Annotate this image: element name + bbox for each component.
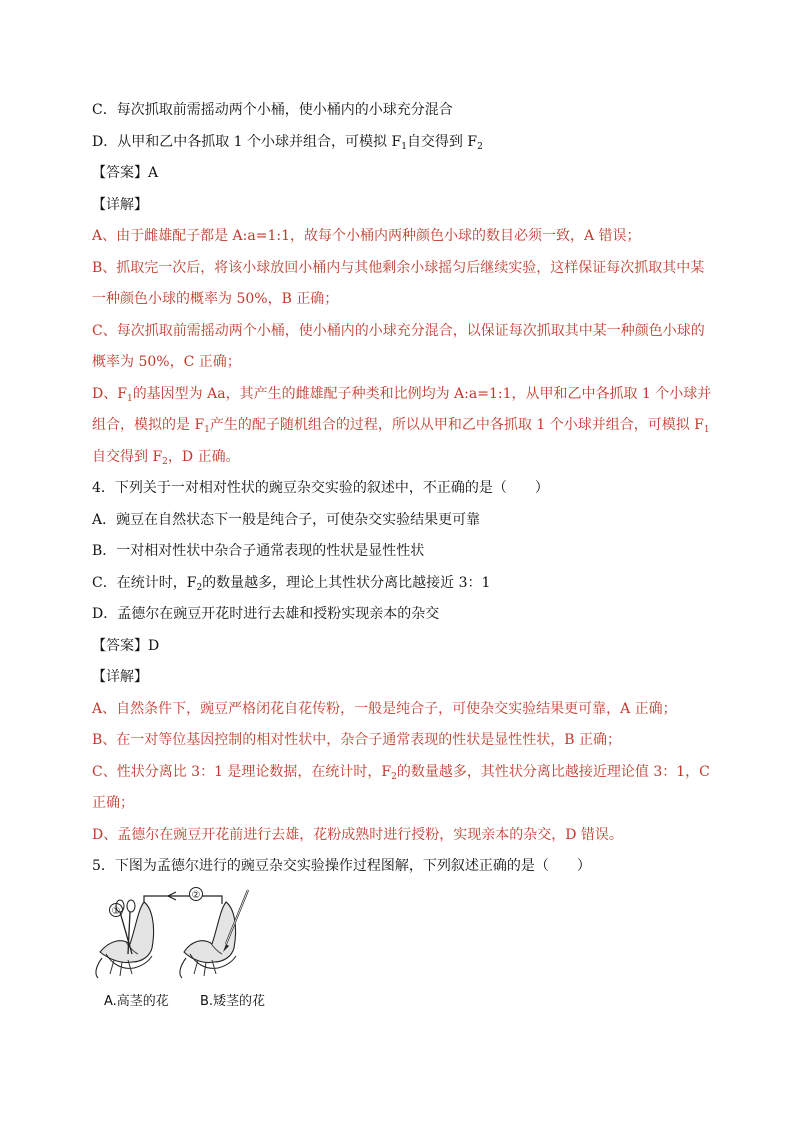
q3-explanation-b-line1: B、抓取完一次后，将该小球放回小桶内与其他剩余小球摇匀后继续实验，这样保证每次抓取其中某 (92, 260, 705, 276)
figure-label-a: A.高茎的花 (104, 994, 169, 1009)
q4-explanation-c-line1: C、性状分离比 3：1 是理论数据，在统计时，$F_2$的数量越多，其性状分离比越接近理论值 3：1，C (92, 764, 710, 782)
step-1-text: ① (111, 906, 121, 917)
q4-stem: 4．下列关于一对相对性状的豌豆杂交实验的叙述中，不正确的是（ ） (92, 480, 549, 496)
q4-explanation-b: B、在一对等位基因控制的相对性状中，杂合子通常表现的性状是显性性状，B 正确； (92, 732, 622, 748)
q4-option-a: A．豌豆在自然状态下一般是纯合子，可使杂交实验结果更可靠 (92, 512, 481, 528)
tall-stem-flower (96, 902, 154, 978)
q3-explanation-b-line2: 一种颜色小球的概率为 50%，B 正确； (92, 291, 339, 307)
q3-explanation-d-line2: 组合，模拟的是 $F_1$产生的配子随机组合的过程，所以从甲和乙中各抓取 1 个小球并组合，可模拟 $F_1$ (92, 417, 710, 435)
step-2-text: ② (191, 890, 201, 901)
q4-option-c: C．在统计时，$F_2$的数量越多，理论上其性状分离比越接近 3：1 (92, 575, 491, 593)
q4-explanation-d: D、孟德尔在豌豆开花前进行去雄，花粉成熟时进行授粉，实现亲本的杂交，D 错误。 (92, 827, 623, 843)
q3-explanation-a: A、由于雌雄配子都是 A:a=1:1，故每个小桶内两种颜色小球的数目必须一致，A 错误； (92, 228, 641, 244)
q3-answer: 【答案】A (92, 165, 159, 181)
q4-explanation-a: A、自然条件下，豌豆严格闭花自花传粉，一般是纯合子，可使杂交实验结果更可靠，A 正确； (92, 701, 677, 717)
q4-option-d: D．孟德尔在豌豆开花时进行去雄和授粉实现亲本的杂交 (92, 606, 440, 622)
q3-option-d: D．从甲和乙中各抓取 1 个小球并组合，可模拟 $F_1$自交得到 $F_2$ (92, 134, 483, 152)
q4-detail-label: 【详解】 (92, 669, 148, 685)
q3-option-c: C．每次抓取前需摇动两个小桶，使小桶内的小球充分混合 (92, 102, 453, 118)
q3-explanation-d-line3: 自交得到 $F_2$，D 正确。 (92, 449, 240, 467)
q3-explanation-d-line1: D、$F_1$的基因型为 Aa，其产生的雌雄配子种类和比例均为 A:a=1:1，从甲和乙中各抓取 1 个小球并 (92, 386, 712, 404)
q3-explanation-c-line1: C、每次抓取前需摇动两个小桶，使小桶内的小球充分混合，以保证每次抓取其中某一种颜色小球的 (92, 323, 705, 339)
pea-flower-diagram (92, 882, 292, 990)
q4-option-b: B．一对相对性状中杂合子通常表现的性状是显性性状 (92, 543, 425, 559)
q3-explanation-c-line2: 概率为 50%，C 正确； (92, 354, 241, 370)
q4-answer: 【答案】D (92, 638, 160, 654)
figure-label-b: B.矮茎的花 (200, 994, 266, 1009)
pea-hybridization-figure (92, 882, 292, 1012)
q4-explanation-c-line2: 正确； (92, 795, 134, 811)
q5-stem: 5．下图为孟德尔进行的豌豆杂交实验操作过程图解，下列叙述正确的是（ ） (92, 858, 591, 874)
q3-detail-label: 【详解】 (92, 197, 148, 213)
